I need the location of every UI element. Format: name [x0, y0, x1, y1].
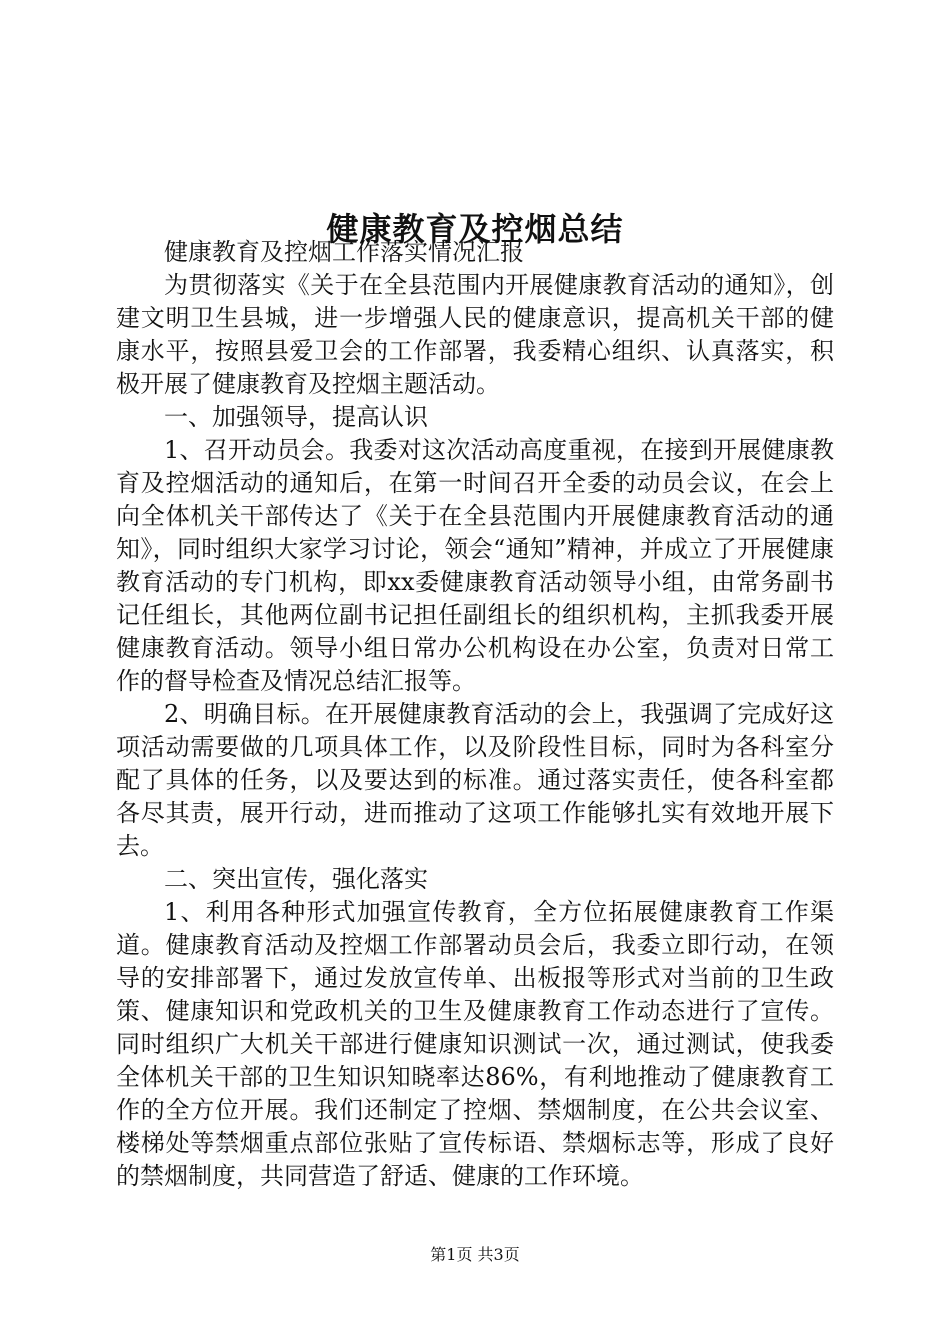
page-footer: 第1页 共3页	[430, 1245, 520, 1264]
subtitle-paragraph: 健康教育及控烟工作落实情况汇报	[164, 238, 524, 266]
section-heading-1: 一、加强领导，提高认识	[164, 403, 428, 431]
document-title: 健康教育及控烟总结	[326, 210, 624, 249]
body-paragraph: 1、召开动员会。我委对这次活动高度重视，在接到开展健康教育及控烟活动的通知后，在第一时间召开全委的动员会议，在会上向全体机关干部传达了《关于在全县范围内开展健康教育活动的通知》，同时组织大家学习讨论，领会“通知”精神，并成立了开展健康教育活动的专门机构，即xx委健康教育活动领导小组，由常务副书记任组长，其他两位副书记担任副组长的组织机构，主抓我委开展健康教育活动。领导小组日常办公机构设在办公室，负责对日常工作的督导检查及情况总结汇报等。	[116, 436, 834, 695]
document-body	[116, 236, 834, 1193]
body-paragraph: 1、利用各种形式加强宣传教育，全方位拓展健康教育工作渠道。健康教育活动及控烟工作部署动员会后，我委立即行动，在领导的安排部署下，通过发放宣传单、出板报等形式对当前的卫生政策、健康知识和党政机关的卫生及健康教育工作动态进行了宣传。同时组织广大机关干部进行健康知识测试一次，通过测试，使我委全体机关干部的卫生知识知晓率达86%，有利地推动了健康教育工作的全方位开展。我们还制定了控烟、禁烟制度，在公共会议室、楼梯处等禁烟重点部位张贴了宣传标语、禁烟标志等，形成了良好的禁烟制度，共同营造了舒适、健康的工作环境。	[116, 898, 834, 1190]
section-heading-2: 二、突出宣传，强化落实	[164, 865, 428, 893]
intro-paragraph: 为贯彻落实《关于在全县范围内开展健康教育活动的通知》，创建文明卫生县城，进一步增强人民的健康意识，提高机关干部的健康水平，按照县爱卫会的工作部署，我委精心组织、认真落实，积极开展了健康教育及控烟主题活动。	[116, 271, 834, 398]
body-paragraph: 2、明确目标。在开展健康教育活动的会上，我强调了完成好这项活动需要做的几项具体工作，以及阶段性目标，同时为各科室分配了具体的任务，以及要达到的标准。通过落实责任，使各科室都各尽其责，展开行动，进而推动了这项工作能够扎实有效地开展下去。	[116, 700, 834, 860]
